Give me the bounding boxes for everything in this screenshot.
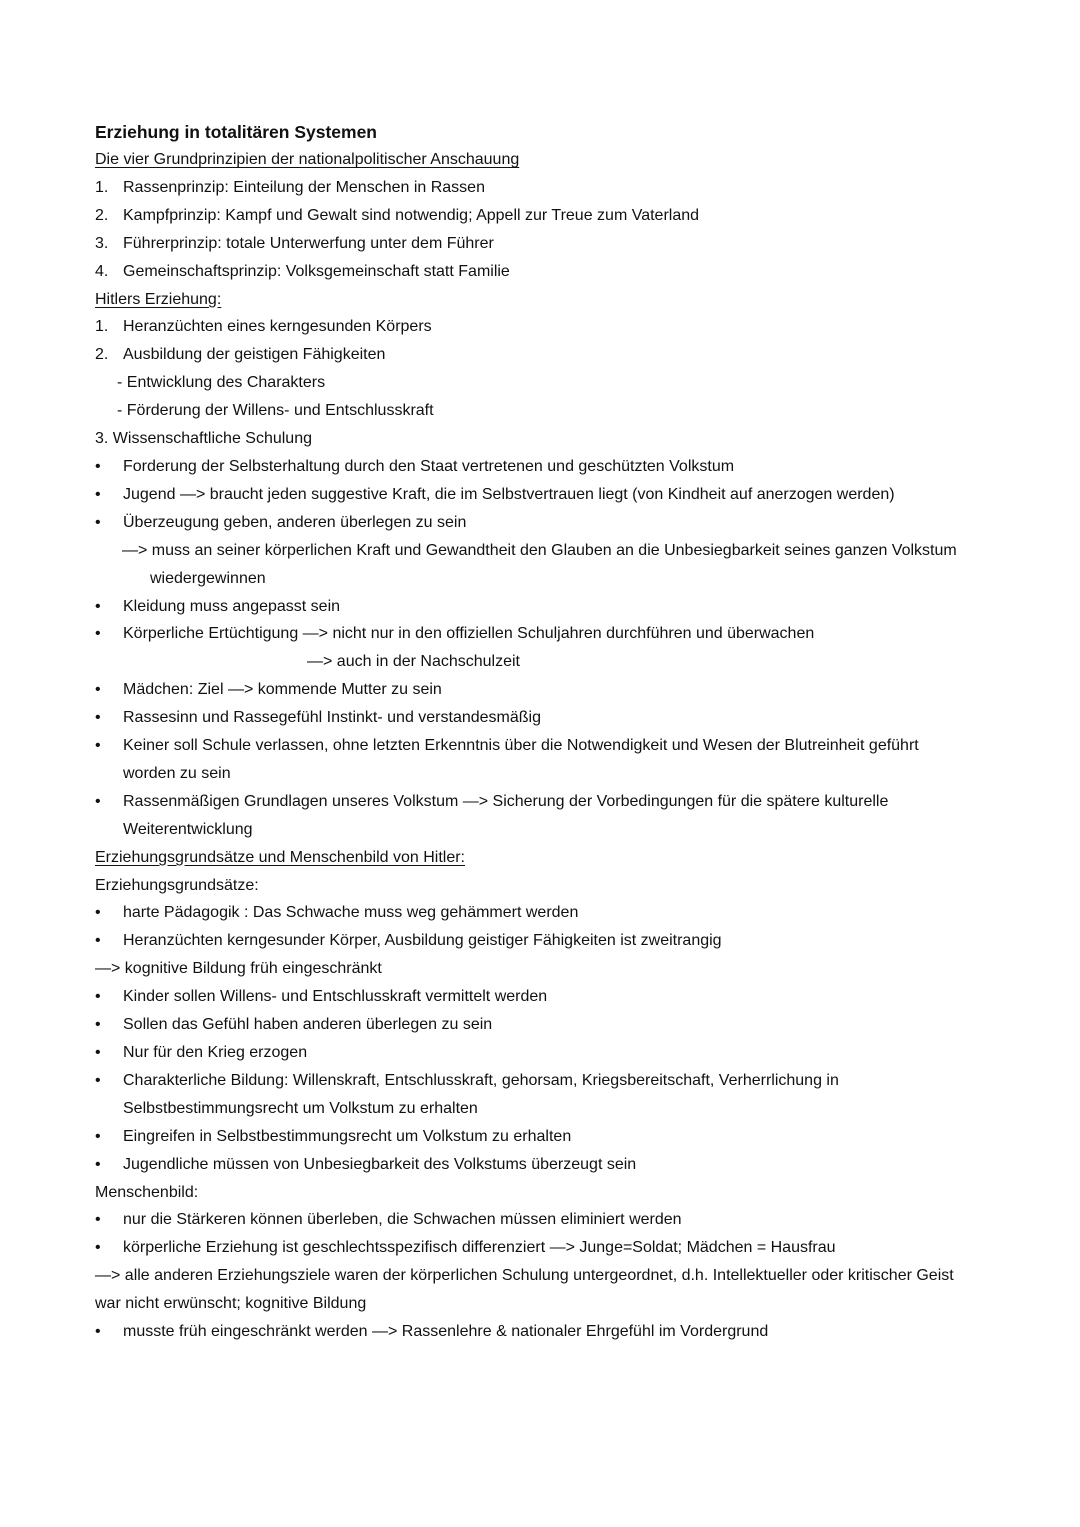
- item-number: 4.: [95, 262, 109, 280]
- sub-item: - Entwicklung des Charakters: [117, 374, 326, 392]
- item-number: 1.: [95, 318, 109, 336]
- sub-item: - Förderung der Willens- und Entschlusskraft: [117, 402, 434, 420]
- document-page: [95, 118, 995, 1346]
- numbered-item: [95, 174, 995, 202]
- bullet-text: körperliche Erziehung ist geschlechtsspezifisch differenziert —> Junge=Soldat; Mädchen = Hausfrau: [123, 1239, 836, 1257]
- bullet-text: Eingreifen in Selbstbestimmungsrecht um Volkstum zu erhalten: [123, 1127, 572, 1145]
- bullet-text: Heranzüchten kerngesunder Körper, Ausbildung geistiger Fähigkeiten ist zweitrangig: [123, 932, 722, 950]
- item-number: 2.: [95, 206, 109, 224]
- bullet-text: Überzeugung geben, anderen überlegen zu sein: [123, 513, 467, 531]
- continuation-line: wiedergewinnen: [150, 569, 266, 587]
- continuation-line: war nicht erwünscht; kognitive Bildung: [95, 1295, 367, 1313]
- bullet-icon: •: [95, 988, 101, 1006]
- bullet-item: [95, 509, 995, 537]
- bullet-item: [95, 453, 995, 481]
- bullet-icon: •: [95, 737, 101, 755]
- bullet-item: [95, 788, 995, 816]
- continuation-item: [95, 760, 995, 788]
- subheading-menschenbild: Menschenbild:: [95, 1183, 199, 1201]
- bullet-item: [95, 676, 995, 704]
- item-text: Heranzüchten eines kerngesunden Körpers: [123, 318, 432, 336]
- bullet-icon: •: [95, 709, 101, 727]
- bullet-item: [95, 704, 995, 732]
- section-heading-hitlers-erziehung: Hitlers Erziehung:: [95, 290, 222, 308]
- item-text: Führerprinzip: totale Unterwerfung unter dem Führer: [123, 234, 494, 252]
- bullet-icon: •: [95, 1071, 101, 1089]
- arrow-line: —> auch in der Nachschulzeit: [307, 653, 520, 671]
- item-text: Ausbildung der geistigen Fähigkeiten: [123, 346, 386, 364]
- bullet-text: harte Pädagogik : Das Schwache muss weg gehämmert werden: [123, 904, 579, 922]
- bullet-icon: •: [95, 1323, 101, 1341]
- continuation-item: [95, 1095, 995, 1123]
- numbered-item: [95, 313, 995, 341]
- bullet-text: Forderung der Selbsterhaltung durch den Staat vertretenen und geschützten Volkstum: [123, 457, 735, 475]
- bullet-icon: •: [95, 1127, 101, 1145]
- numbered-item: [95, 230, 995, 258]
- bullet-icon: •: [95, 904, 101, 922]
- continuation-text: Weiterentwicklung: [123, 820, 253, 838]
- bullet-item: [95, 983, 995, 1011]
- arrow-line: —> muss an seiner körperlichen Kraft und Gewandtheit den Glauben an die Unbesiegbarkeit seines ganzen Volkstum: [122, 541, 957, 559]
- bullet-icon: •: [95, 1155, 101, 1173]
- bullet-icon: •: [95, 1211, 101, 1229]
- bullet-item: [95, 1123, 995, 1151]
- bullet-icon: •: [95, 792, 101, 810]
- bullet-text: musste früh eingeschränkt werden —> Rassenlehre & nationaler Ehrgefühl im Vordergrund: [123, 1323, 769, 1341]
- numbered-item: [95, 341, 995, 369]
- document-title: Erziehung in totalitären Systemen: [95, 122, 377, 142]
- bullet-icon: •: [95, 485, 101, 503]
- numbered-item-text: 3. Wissenschaftliche Schulung: [95, 430, 312, 448]
- bullet-icon: •: [95, 1016, 101, 1034]
- bullet-item: [95, 1318, 995, 1346]
- bullet-item: [95, 732, 995, 760]
- bullet-item: [95, 927, 995, 955]
- bullet-item: [95, 899, 995, 927]
- bullet-icon: •: [95, 513, 101, 531]
- bullet-item: [95, 593, 995, 621]
- item-text: Gemeinschaftsprinzip: Volksgemeinschaft statt Familie: [123, 262, 510, 280]
- bullet-text: Nur für den Krieg erzogen: [123, 1044, 308, 1061]
- item-number: 3.: [95, 234, 109, 252]
- arrow-line: —> kognitive Bildung früh eingeschränkt: [95, 960, 382, 978]
- bullet-icon: •: [95, 1044, 101, 1061]
- bullet-icon: •: [95, 681, 101, 699]
- bullet-text: Kinder sollen Willens- und Entschlusskraft vermittelt werden: [123, 988, 548, 1006]
- bullet-text: Rassesinn und Rassegefühl Instinkt- und verstandesmäßig: [123, 709, 541, 727]
- section-heading-grundsaetze-menschenbild: Erziehungsgrundsätze und Menschenbild von Hitler:: [95, 848, 465, 866]
- continuation-text: Selbstbestimmungsrecht um Volkstum zu erhalten: [123, 1099, 478, 1117]
- bullet-text: nur die Stärkeren können überleben, die Schwachen müssen eliminiert werden: [123, 1211, 682, 1229]
- bullet-text: Jugend —> braucht jeden suggestive Kraft, die im Selbstvertrauen liegt (von Kindheit auf anerzogen werden): [123, 485, 895, 503]
- bullet-item: [95, 1234, 995, 1262]
- bullet-icon: •: [95, 597, 101, 615]
- item-text: Rassenprinzip: Einteilung der Menschen in Rassen: [123, 178, 485, 196]
- bullet-icon: •: [95, 932, 101, 950]
- bullet-item: [95, 1011, 995, 1039]
- bullet-item: [95, 1067, 995, 1095]
- bullet-text: Mädchen: Ziel —> kommende Mutter zu sein: [123, 681, 442, 699]
- numbered-item: [95, 202, 995, 230]
- numbered-item: [95, 258, 995, 286]
- bullet-icon: •: [95, 457, 101, 475]
- bullet-text: Keiner soll Schule verlassen, ohne letzten Erkenntnis über die Notwendigkeit und Wesen der Blutreinheit geführt: [123, 737, 919, 755]
- bullet-text: Körperliche Ertüchtigung —> nicht nur in den offiziellen Schuljahren durchführen und überwachen: [123, 625, 815, 643]
- continuation-item: [95, 816, 995, 844]
- item-text: Kampfprinzip: Kampf und Gewalt sind notwendig; Appell zur Treue zum Vaterland: [123, 206, 700, 224]
- bullet-text: Charakterliche Bildung: Willenskraft, Entschlusskraft, gehorsam, Kriegsbereitschaft, Verherrlichung in: [123, 1071, 839, 1089]
- bullet-text: Sollen das Gefühl haben anderen überlegen zu sein: [123, 1016, 493, 1034]
- bullet-item: [95, 620, 995, 648]
- continuation-text: worden zu sein: [123, 764, 231, 782]
- bullet-text: Kleidung muss angepasst sein: [123, 597, 341, 615]
- item-number: 1.: [95, 178, 109, 196]
- item-number: 2.: [95, 346, 109, 364]
- section-heading-grundprinzipien: Die vier Grundprinzipien der nationalpolitischer Anschauung: [95, 151, 520, 168]
- arrow-line: —> alle anderen Erziehungsziele waren der körperlichen Schulung untergeordnet, d.h. Intellektueller oder kritischer Geist: [95, 1267, 954, 1285]
- subheading-erziehungsgrundsaetze: Erziehungsgrundsätze:: [95, 876, 259, 894]
- bullet-icon: •: [95, 625, 101, 643]
- bullet-icon: •: [95, 1239, 101, 1257]
- bullet-text: Jugendliche müssen von Unbesiegbarkeit des Volkstums überzeugt sein: [123, 1155, 637, 1173]
- bullet-item: [95, 1039, 995, 1067]
- bullet-item: [95, 1151, 995, 1179]
- bullet-item: [95, 1206, 995, 1234]
- bullet-text: Rassenmäßigen Grundlagen unseres Volkstum —> Sicherung der Vorbedingungen für die spätere kulturelle: [123, 792, 889, 810]
- bullet-item: [95, 481, 995, 509]
